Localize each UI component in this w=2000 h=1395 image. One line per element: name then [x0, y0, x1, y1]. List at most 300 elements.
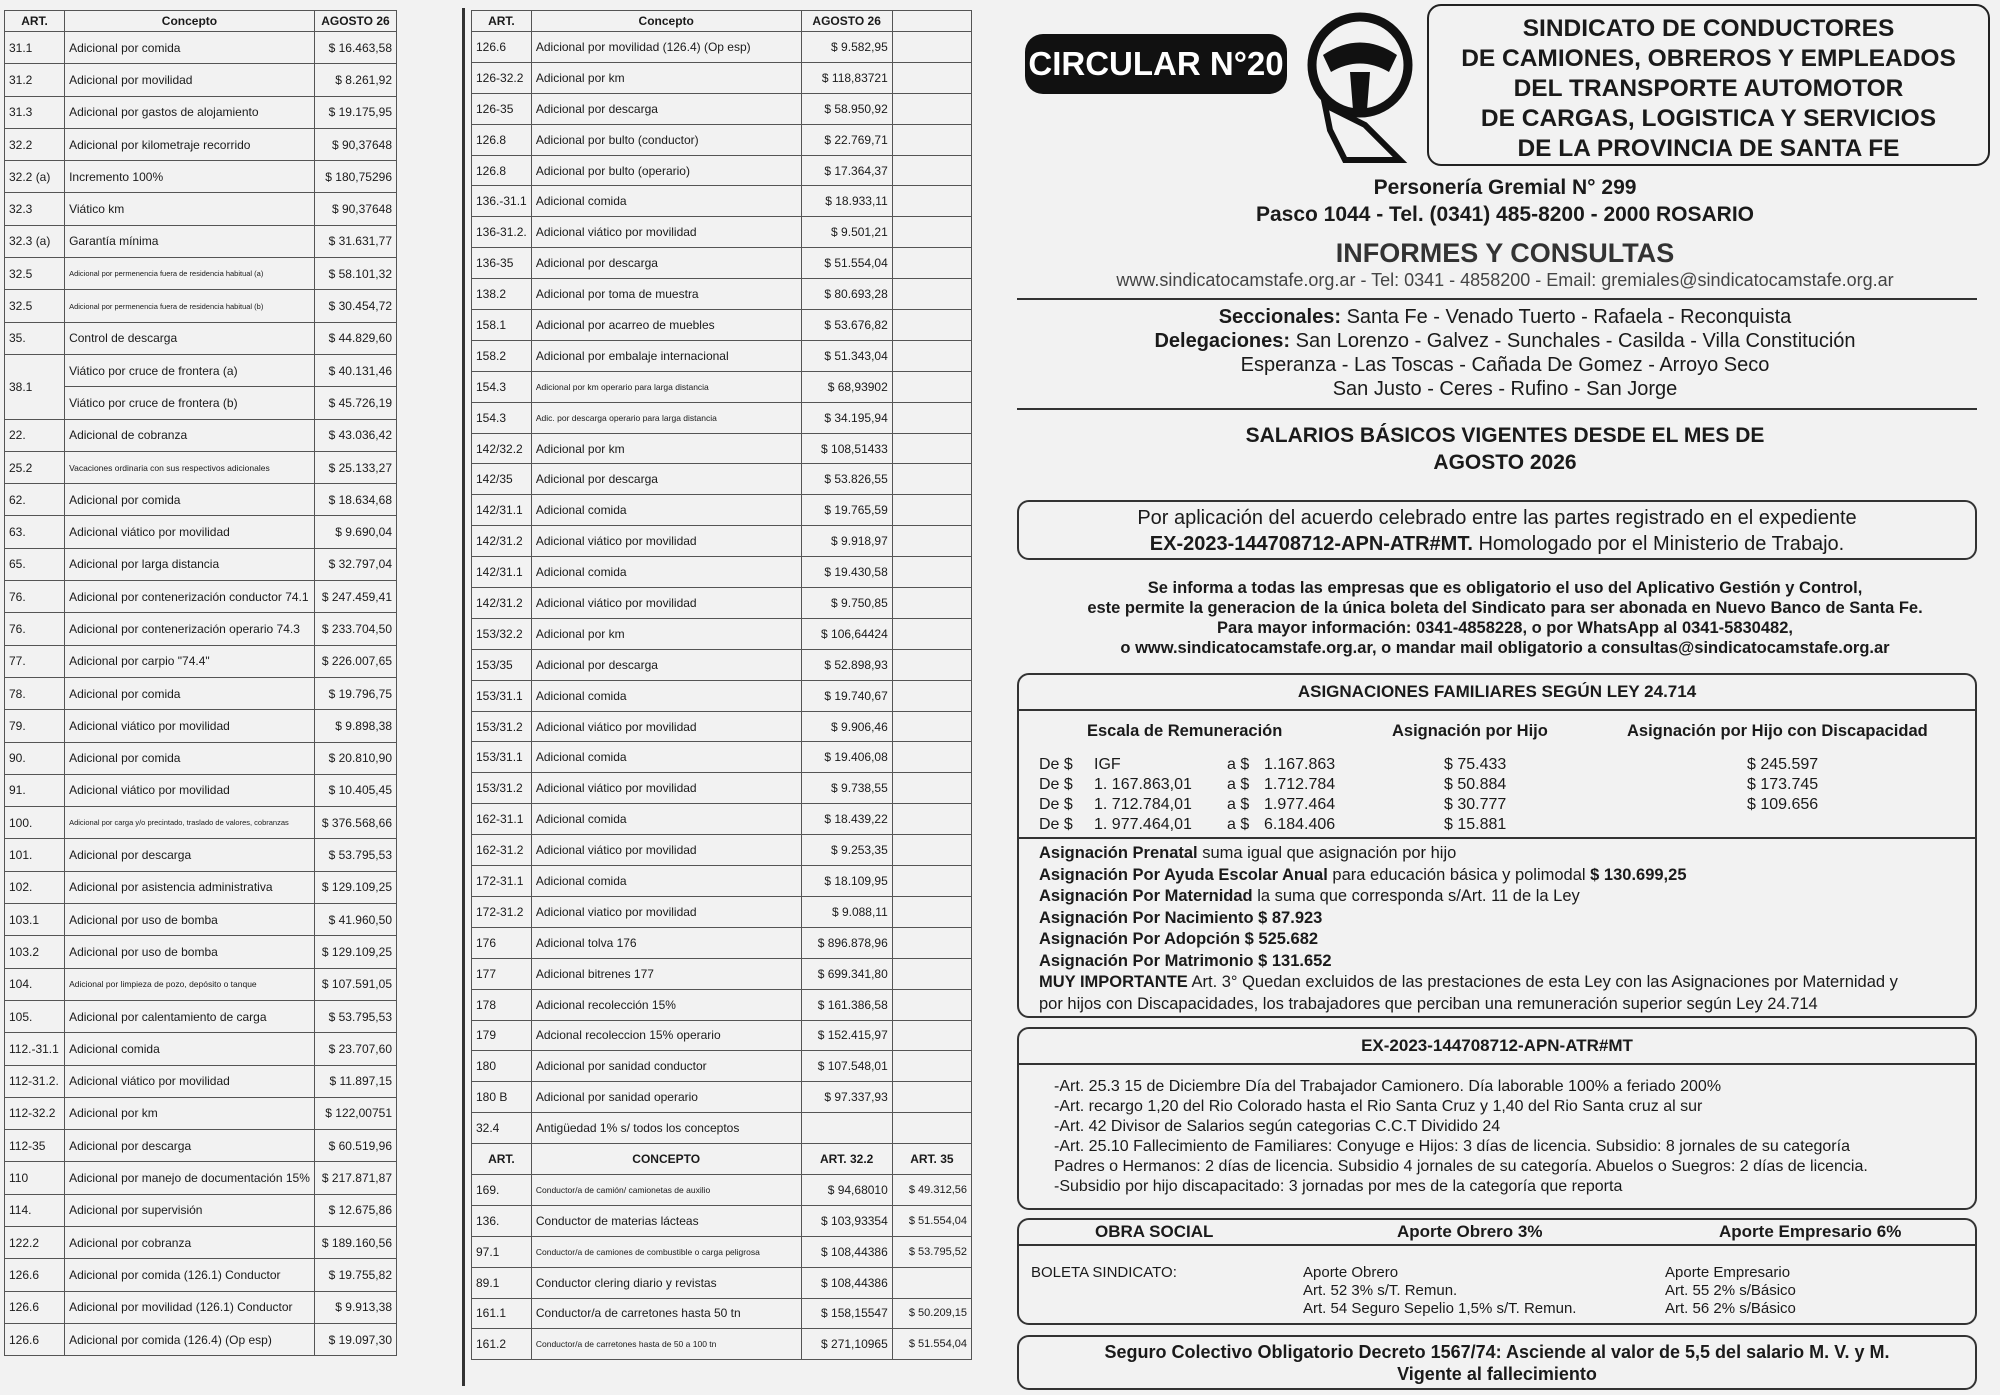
col-header-agosto: AGOSTO 26 — [314, 11, 396, 32]
cell-blank — [892, 557, 971, 588]
table-row — [472, 588, 972, 619]
cell-value: $ 68,93902 — [801, 371, 892, 402]
cell-art: 126.8 — [472, 124, 532, 155]
cell-value: $ 18.439,22 — [801, 804, 892, 835]
cell-blank — [892, 32, 971, 63]
cell-value: $ 30.454,72 — [314, 290, 396, 322]
cell-value: $ 9.582,95 — [801, 32, 892, 63]
cell-concept: Adicional viático por movilidad — [65, 516, 315, 548]
cell-art: 158.1 — [472, 310, 532, 341]
cell-value: $ 217.871,87 — [314, 1162, 396, 1194]
salary-table-left — [4, 10, 397, 1356]
cell-value: $ 19.406,08 — [801, 742, 892, 773]
sub-header-cell: ART. 32.2 — [801, 1144, 892, 1175]
cell-concept: Adicional por contenerización conductor 74.1 — [65, 581, 315, 613]
cell-value: $ 699.341,80 — [801, 958, 892, 989]
cell-concept: Adicional por movilidad (126.1) Conductor — [65, 1291, 315, 1323]
cell-art: 76. — [5, 613, 65, 645]
table-row — [5, 839, 397, 871]
aporte-line: Aporte Empresario — [1665, 1264, 1791, 1281]
cell-art: 138.2 — [472, 279, 532, 310]
table-row — [5, 1097, 397, 1129]
table-row — [472, 1113, 972, 1144]
table-row — [5, 936, 397, 968]
cell-blank — [892, 433, 971, 464]
cell-value: $ 9.088,11 — [801, 896, 892, 927]
cell-blank — [892, 217, 971, 248]
column-divider — [462, 8, 465, 1386]
cell-value: $ 11.897,15 — [314, 1065, 396, 1097]
cell-art: 105. — [5, 1000, 65, 1032]
cell-art-32-2: $ 271,10965 — [801, 1329, 892, 1360]
cell-concept: Adicional bitrenes 177 — [531, 958, 801, 989]
scale-cell-hijo: $ 30.777 — [1444, 796, 1507, 813]
asignacion-line — [1039, 951, 1332, 972]
expediente-note-line: -Art. 25.10 Fallecimiento de Familiares: Conyuge e Hijos: 3 días de licencia. Subsidio: 8 jornales de su categoría — [1054, 1138, 1850, 1155]
cell-art-35: $ 51.554,04 — [892, 1205, 971, 1236]
cell-concept: Conductor/a de camión/ camionetas de auxilio — [531, 1174, 801, 1205]
cell-art: 62. — [5, 484, 65, 516]
asignacion-line — [1039, 994, 1818, 1015]
cell-art: 126-32.2 — [472, 62, 532, 93]
cell-art: 158.2 — [472, 340, 532, 371]
table-row — [5, 677, 397, 709]
cell-art: 114. — [5, 1194, 65, 1226]
table-row — [5, 1033, 397, 1065]
cell-concept: Conductor/a de carretones hasta 50 tn — [531, 1298, 801, 1329]
cell-concept: Adicional por comida (126.4) (Op esp) — [65, 1323, 315, 1355]
cell-value: $ 10.405,45 — [314, 774, 396, 806]
cell-concept: Adicional por sanidad operario — [531, 1082, 801, 1113]
cell-blank — [892, 248, 971, 279]
cell-concept: Adcional recoleccion 15% operario — [531, 1020, 801, 1051]
cell-value: $ 152.415,97 — [801, 1020, 892, 1051]
cell-blank — [892, 402, 971, 433]
cell-concept: Adicional por kilometraje recorrido — [65, 128, 315, 160]
asignacion-amount: $ 130.699,25 — [1590, 865, 1687, 884]
cell-concept: Adicional comida — [531, 186, 801, 217]
cell-value: $ 896.878,96 — [801, 927, 892, 958]
cell-value: $ 32.797,04 — [314, 548, 396, 580]
cell-value: $ 53.826,55 — [801, 464, 892, 495]
cell-blank — [892, 927, 971, 958]
cell-concept: Adicional por uso de bomba — [65, 936, 315, 968]
cell-concept: Adicional por descarga — [531, 248, 801, 279]
cell-value: $ 90,37648 — [314, 128, 396, 160]
scale-cell-from: 1. 167.863,01 — [1094, 776, 1192, 793]
col-header-concepto: Concepto — [531, 11, 801, 32]
expediente-box-title: EX-2023-144708712-APN-ATR#MT — [1019, 1029, 1975, 1065]
cell-value: $ 58.950,92 — [801, 93, 892, 124]
cell-blank — [892, 124, 971, 155]
cell-art: 104. — [5, 968, 65, 1000]
table-row — [5, 96, 397, 128]
cell-value: $ 107.591,05 — [314, 968, 396, 1000]
obra-social-header — [1019, 1220, 1975, 1246]
cell-art: 100. — [5, 807, 65, 839]
cell-value: $ 53.676,82 — [801, 310, 892, 341]
table-row — [5, 290, 397, 322]
notice-block — [1010, 578, 2000, 658]
cell-art: 126-35 — [472, 93, 532, 124]
cell-concept: Conductor/a de carretones hasta de 50 a 100 tn — [531, 1329, 801, 1360]
cell-concept: Adicional por comida — [65, 32, 315, 64]
table-row — [472, 340, 972, 371]
cell-blank — [892, 588, 971, 619]
table-row — [5, 161, 397, 193]
divider — [1017, 298, 1977, 300]
table-row — [472, 62, 972, 93]
cell-value: $ 80.693,28 — [801, 279, 892, 310]
cell-concept: Adicional por comida — [65, 677, 315, 709]
cell-value: $ 19.796,75 — [314, 677, 396, 709]
cell-art: 126.8 — [472, 155, 532, 186]
homologado-text: Homologado por el Ministerio de Trabajo. — [1472, 533, 1845, 555]
cell-art: 35. — [5, 322, 65, 354]
cell-value: $ 12.675,86 — [314, 1194, 396, 1226]
col-hijo: Asignación por Hijo — [1392, 722, 1548, 740]
cell-concept: Adicional viático por movilidad — [65, 774, 315, 806]
cell-art: 65. — [5, 548, 65, 580]
cell-art: 77. — [5, 645, 65, 677]
aporte-empresario-details — [1665, 1264, 1796, 1318]
cell-value: $ 9.750,85 — [801, 588, 892, 619]
cell-value: $ 376.568,66 — [314, 807, 396, 839]
cell-art: 32.5 — [5, 258, 65, 290]
cell-art: 153/31.2 — [472, 711, 532, 742]
cell-concept: Adicional por comida (126.1) Conductor — [65, 1259, 315, 1291]
acuerdo-line-2 — [1019, 531, 1975, 557]
asignacion-label: Asignación Prenatal — [1039, 844, 1198, 862]
cell-art-35: $ 49.312,56 — [892, 1174, 971, 1205]
cell-art: 78. — [5, 677, 65, 709]
cell-value: $ 226.007,65 — [314, 645, 396, 677]
cell-concept: Adicional comida — [531, 742, 801, 773]
cell-art: 122.2 — [5, 1226, 65, 1258]
cell-value: $ 41.960,50 — [314, 904, 396, 936]
table-row — [472, 896, 972, 927]
sub-header-cell: CONCEPTO — [531, 1144, 801, 1175]
aporte-line: Art. 52 3% s/T. Remun. — [1303, 1282, 1458, 1299]
aporte-line: Aporte Obrero — [1303, 1264, 1399, 1281]
table-row — [5, 1291, 397, 1323]
cell-value: $ 8.261,92 — [314, 64, 396, 96]
delegaciones-line-4: San Justo - Ceres - Rufino - San Jorge — [1332, 378, 1678, 400]
table-row — [472, 186, 972, 217]
table-row — [5, 742, 397, 774]
table-row — [5, 1194, 397, 1226]
table-row — [5, 1162, 397, 1194]
cell-art: 180 — [472, 1051, 532, 1082]
cell-art: 112-31.2. — [5, 1065, 65, 1097]
table-row — [472, 742, 972, 773]
cell-concept: Adicional viático por movilidad — [531, 217, 801, 248]
cell-concept: Antigüedad 1% s/ todos los conceptos — [531, 1113, 801, 1144]
table-row — [472, 866, 972, 897]
table-row — [5, 451, 397, 483]
cell-art: 32.3 — [5, 193, 65, 225]
circular-badge: CIRCULAR N°20 — [1025, 34, 1287, 94]
cell-value: $ 51.554,04 — [801, 248, 892, 279]
asignacion-line — [1039, 972, 1898, 993]
cell-blank — [892, 1082, 971, 1113]
col-discapacidad: Asignación por Hijo con Discapacidad — [1627, 722, 1928, 740]
cell-art: 110 — [5, 1162, 65, 1194]
cell-blank — [892, 742, 971, 773]
cell-value: $ 40.131,46 — [314, 354, 396, 386]
cell-concept: Adicional por descarga — [65, 1130, 315, 1162]
cell-art: 25.2 — [5, 451, 65, 483]
asignacion-label: Asignación Por Adopción $ 525.682 — [1039, 930, 1319, 948]
expediente-note-line: -Subsidio por hijo discapacitado: 3 jornadas por mes de la categoría que reporta — [1054, 1178, 1623, 1195]
scale-cell-from: 1. 712.784,01 — [1094, 796, 1192, 813]
cell-art: 136.-31.1 — [472, 186, 532, 217]
cell-concept: Adicional por gastos de alojamiento — [65, 96, 315, 128]
cell-art: 177 — [472, 958, 532, 989]
scale-cell-de: De $ — [1039, 776, 1073, 793]
cell-art: 176 — [472, 927, 532, 958]
table-row — [5, 1226, 397, 1258]
cell-value: $ 90,37648 — [314, 193, 396, 225]
divider — [1019, 837, 1975, 839]
seguro-box — [1017, 1335, 1977, 1390]
asignacion-label: Asignación Por Ayuda Escolar Anual — [1039, 865, 1328, 884]
notice-line: o www.sindicatocamstafe.org.ar, o mandar mail obligatorio a consultas@sindicatocamstafe.org.ar — [1120, 639, 1890, 657]
cell-concept: Adicional por descarga — [531, 649, 801, 680]
cell-value: $ 19.097,30 — [314, 1323, 396, 1355]
steering-wheel-logo-icon — [1305, 10, 1415, 165]
expediente-box — [1017, 1027, 1977, 1210]
cell-concept: Adicional por descarga — [531, 464, 801, 495]
table-row — [472, 279, 972, 310]
cell-art: 112.-31.1 — [5, 1033, 65, 1065]
col-header-blank — [892, 11, 971, 32]
expediente-note-line: -Art. recargo 1,20 del Rio Colorado hasta el Rio Santa Cruz y 1,40 del Rio Santa cruz al sur — [1054, 1098, 1703, 1115]
cell-concept: Viático km — [65, 193, 315, 225]
table-row — [472, 217, 972, 248]
table-row — [472, 1267, 972, 1298]
scale-cell-to: 1.167.863 — [1264, 756, 1336, 773]
cell-blank — [892, 618, 971, 649]
table-row — [5, 548, 397, 580]
boleta-label: BOLETA SINDICATO: — [1031, 1264, 1177, 1281]
cell-art: 172-31.1 — [472, 866, 532, 897]
cell-art: 76. — [5, 581, 65, 613]
seguro-line-1: Seguro Colectivo Obligatorio Decreto 1567/74: Asciende al valor de 5,5 del salario M. V. y M. — [1104, 1342, 1890, 1362]
aporte-obrero-details — [1303, 1264, 1576, 1318]
cell-art: 126.6 — [5, 1259, 65, 1291]
cell-concept: Adicional viático por movilidad — [531, 588, 801, 619]
cell-art: 153/32.2 — [472, 618, 532, 649]
cell-art: 136-31.2. — [472, 217, 532, 248]
cell-blank — [892, 896, 971, 927]
cell-art: 103.1 — [5, 904, 65, 936]
asignacion-text: Art. 3° Quedan excluidos de las prestaciones de esta Ley con las Asignaciones por Maternidad y — [1187, 973, 1898, 991]
cell-concept: Garantía mínima — [65, 225, 315, 257]
scale-cell-disc: $ 173.745 — [1747, 776, 1819, 793]
notice-line: este permite la generacion de la única boleta del Sindicato para ser abonada en Nuevo Banco de Santa Fe. — [1087, 599, 1923, 617]
table-row — [472, 1236, 972, 1267]
cell-value: $ 58.101,32 — [314, 258, 396, 290]
table-row — [472, 557, 972, 588]
cell-value: $ 9.253,35 — [801, 835, 892, 866]
table-row — [5, 516, 397, 548]
scale-cell-hijo: $ 75.433 — [1444, 756, 1507, 773]
cell-art: 32.2 — [5, 128, 65, 160]
seccionales-line — [1010, 306, 2000, 329]
delegaciones-line — [1010, 330, 2000, 353]
asignacion-text: por hijos con Discapacidades, los trabajadores que perciban una remuneración superior según Ley 24.714 — [1039, 994, 1818, 1013]
cell-value: $ 97.337,93 — [801, 1082, 892, 1113]
scale-cell-disc: $ 109.656 — [1747, 796, 1819, 813]
cell-concept: Adicional por cobranza — [65, 1226, 315, 1258]
cell-blank — [892, 804, 971, 835]
cell-art: 101. — [5, 839, 65, 871]
asignacion-label: Asignación Por Maternidad — [1039, 887, 1253, 905]
asignacion-text: para educación básica y polimodal — [1327, 865, 1591, 884]
cell-art: 161.1 — [472, 1298, 532, 1329]
scale-cell-hijo: $ 50.884 — [1444, 776, 1507, 793]
acuerdo-box — [1017, 500, 1977, 560]
union-name-box — [1427, 4, 1990, 166]
expediente-note-line: -Art. 42 Divisor de Salarios según categorias C.C.T Dividido 24 — [1054, 1118, 1501, 1135]
table-row — [5, 1000, 397, 1032]
table-row — [5, 258, 397, 290]
table-row — [5, 419, 397, 451]
union-name-line: DE CAMIONES, OBREROS Y EMPLEADOS — [1461, 45, 1956, 72]
table-row — [5, 64, 397, 96]
cell-concept: Adicional por acarreo de muebles — [531, 310, 801, 341]
cell-value: $ 9.906,46 — [801, 711, 892, 742]
table-row — [472, 248, 972, 279]
cell-blank — [892, 279, 971, 310]
cell-value: $ 180,75296 — [314, 161, 396, 193]
cell-art: 153/31.1 — [472, 680, 532, 711]
delegaciones-label: Delegaciones: — [1154, 330, 1291, 352]
cell-art-32-2: $ 103,93354 — [801, 1205, 892, 1236]
cell-art: 142/31.2 — [472, 526, 532, 557]
cell-value: $ 9.918,97 — [801, 526, 892, 557]
union-name-line: DE LA PROVINCIA DE SANTA FE — [1517, 135, 1900, 162]
info-panel — [1010, 0, 2000, 1395]
asignaciones-title: ASIGNACIONES FAMILIARES SEGÚN LEY 24.714 — [1019, 675, 1975, 711]
col-header-concepto: Concepto — [65, 11, 315, 32]
cell-value: $ 45.726,19 — [314, 387, 396, 419]
cell-value: $ 118,83721 — [801, 62, 892, 93]
cell-art: 142/31.2 — [472, 588, 532, 619]
cell-blank — [892, 340, 971, 371]
cell-blank — [892, 186, 971, 217]
cell-concept: Adicional por contenerización operario 74.3 — [65, 613, 315, 645]
union-name-line: DEL TRANSPORTE AUTOMOTOR — [1513, 75, 1904, 102]
cell-art-35: $ 51.554,04 — [892, 1329, 971, 1360]
cell-value: $ 129.109,25 — [314, 936, 396, 968]
cell-value: $ 34.195,94 — [801, 402, 892, 433]
cell-art: 38.1 — [5, 354, 65, 419]
table-row — [472, 32, 972, 63]
cell-art-35: $ 53.795,52 — [892, 1236, 971, 1267]
cell-value — [801, 1113, 892, 1144]
scale-cell-to: 1.712.784 — [1264, 776, 1336, 793]
col-header-agosto: AGOSTO 26 — [801, 11, 892, 32]
sub-header-cell: ART. — [472, 1144, 532, 1175]
cell-concept: Adicional comida — [531, 680, 801, 711]
cell-art: 31.1 — [5, 32, 65, 64]
table-row — [5, 774, 397, 806]
aporte-empresario-title: Aporte Empresario 6% — [1719, 1222, 1902, 1241]
expediente-note-line: -Art. 25.3 15 de Diciembre Día del Trabajador Camionero. Día laborable 100% a feriado 200% — [1054, 1078, 1722, 1095]
cell-concept: Adicional por calentamiento de carga — [65, 1000, 315, 1032]
informes-title: INFORMES Y CONSULTAS — [1335, 238, 1675, 268]
cell-concept: Adicional por toma de muestra — [531, 279, 801, 310]
cell-blank — [892, 1113, 971, 1144]
cell-art: 180 B — [472, 1082, 532, 1113]
cell-blank — [892, 155, 971, 186]
scale-cell-hijo: $ 15.881 — [1444, 816, 1507, 833]
cell-concept: Adicional por movilidad (126.4) (Op esp) — [531, 32, 801, 63]
cell-blank — [892, 680, 971, 711]
cell-concept: Adicional por carga y/o precintado, traslado de valores, cobranzas — [65, 807, 315, 839]
cell-concept: Adicional por comida — [65, 742, 315, 774]
cell-value: $ 20.810,90 — [314, 742, 396, 774]
cell-value: $ 108,51433 — [801, 433, 892, 464]
cell-art: 126.6 — [5, 1291, 65, 1323]
cell-value: $ 25.133,27 — [314, 451, 396, 483]
seccionales-list: Santa Fe - Venado Tuerto - Rafaela - Reconquista — [1341, 306, 1792, 328]
cell-blank — [892, 1051, 971, 1082]
cell-concept: Adicional viático por movilidad — [65, 1065, 315, 1097]
cell-value: $ 44.829,60 — [314, 322, 396, 354]
table-row — [472, 464, 972, 495]
cell-concept: Conductor de materias lácteas — [531, 1205, 801, 1236]
scale-cell-de: De $ — [1039, 756, 1073, 773]
cell-value: $ 31.631,77 — [314, 225, 396, 257]
cell-blank — [892, 310, 971, 341]
cell-value: $ 247.459,41 — [314, 581, 396, 613]
col-header-art: ART. — [5, 11, 65, 32]
cell-concept: Adicional de cobranza — [65, 419, 315, 451]
cell-concept: Conductor/a de camiones de combustible o carga peligrosa — [531, 1236, 801, 1267]
cell-value: $ 17.364,37 — [801, 155, 892, 186]
cell-blank — [892, 62, 971, 93]
cell-art-35: $ 50.209,15 — [892, 1298, 971, 1329]
cell-art: 172-31.2 — [472, 896, 532, 927]
cell-concept: Adicional viático por movilidad — [531, 773, 801, 804]
cell-value: $ 122,00751 — [314, 1097, 396, 1129]
cell-concept: Adicional por permenencia fuera de residencia habitual (b) — [65, 290, 315, 322]
table-row — [472, 1298, 972, 1329]
table-row — [5, 613, 397, 645]
cell-value: $ 106,64424 — [801, 618, 892, 649]
cell-art: 32.5 — [5, 290, 65, 322]
asignacion-label: Asignación Por Matrimonio $ 131.652 — [1039, 951, 1332, 970]
cell-concept: Vacaciones ordinaria con sus respectivos adicionales — [65, 451, 315, 483]
cell-value: $ 19.765,59 — [801, 495, 892, 526]
cell-blank — [892, 989, 971, 1020]
asignacion-label: MUY IMPORTANTE — [1039, 973, 1188, 991]
cell-value: $ 19.755,82 — [314, 1259, 396, 1291]
cell-blank — [892, 93, 971, 124]
sub-header-cell: ART. 35 — [892, 1144, 971, 1175]
table-row — [472, 958, 972, 989]
sub-header-row — [472, 1144, 972, 1175]
scale-cell-from: 1. 977.464,01 — [1094, 816, 1192, 833]
cell-art: 89.1 — [472, 1267, 532, 1298]
table-row — [472, 618, 972, 649]
table-row — [5, 225, 397, 257]
asignacion-line — [1039, 843, 1456, 864]
table-row — [5, 32, 397, 64]
